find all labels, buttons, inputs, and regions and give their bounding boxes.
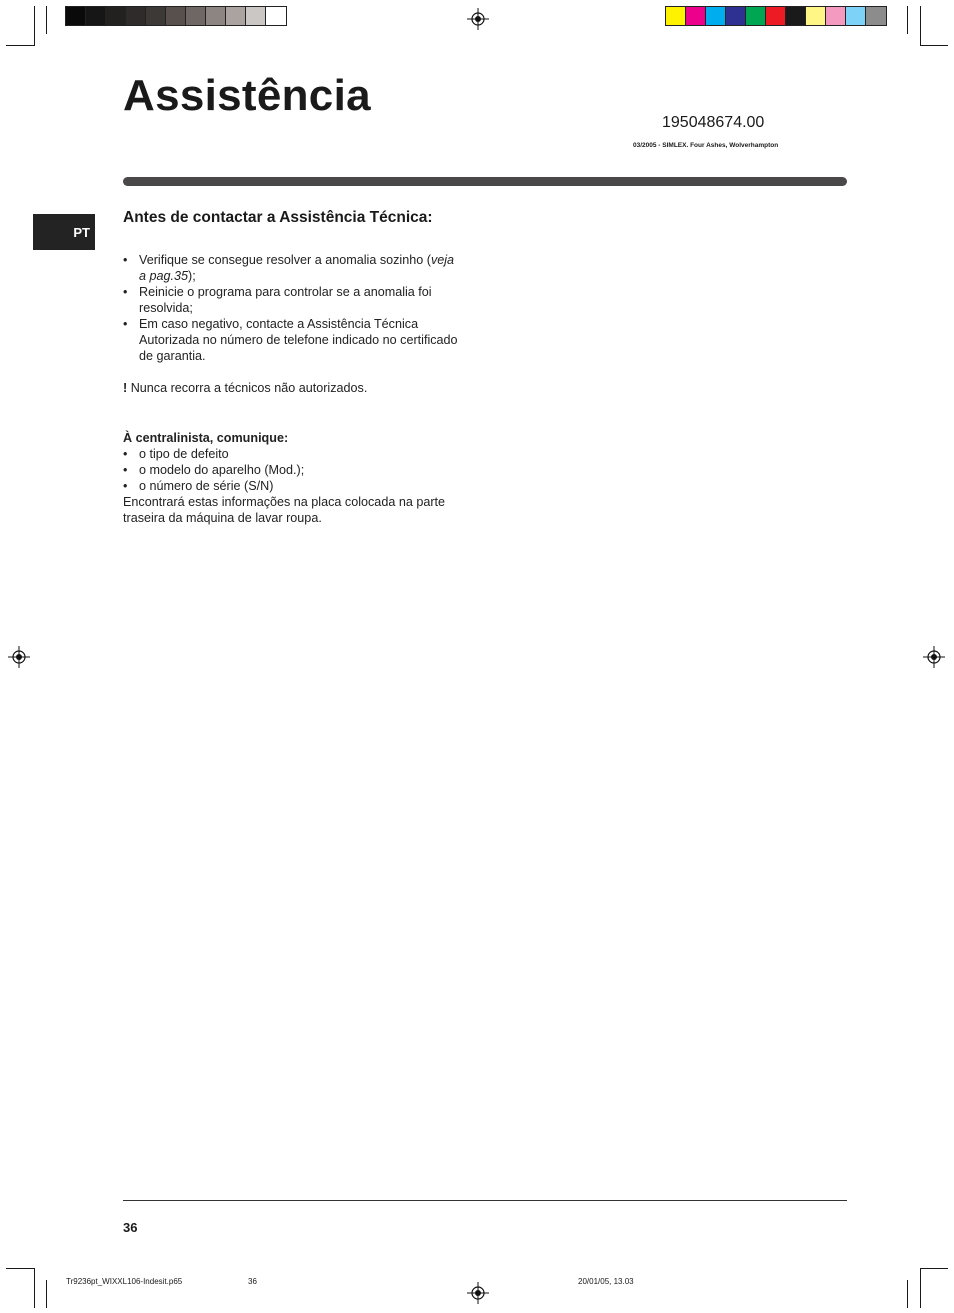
color-swatch	[206, 7, 226, 25]
registration-mark-icon	[923, 646, 945, 668]
color-swatch	[86, 7, 106, 25]
registration-mark-icon	[467, 1282, 489, 1304]
crop-mark	[34, 1268, 35, 1308]
registration-mark-icon	[467, 8, 489, 30]
color-swatch	[106, 7, 126, 25]
crop-mark	[6, 45, 34, 46]
list-item: • o modelo do aparelho (Mod.);	[123, 462, 463, 478]
warning-note: ! Nunca recorra a técnicos não autorizados.	[123, 381, 368, 395]
color-swatch	[806, 7, 826, 25]
info-list	[123, 446, 463, 494]
color-swatch	[186, 7, 206, 25]
footer-page: 36	[248, 1277, 257, 1286]
section-heading: Antes de contactar a Assistência Técnica:	[123, 209, 433, 226]
color-swatch	[66, 7, 86, 25]
color-swatch	[786, 7, 806, 25]
color-swatch	[166, 7, 186, 25]
gray-swatch-bar	[65, 6, 287, 26]
color-swatch	[666, 7, 686, 25]
color-swatch	[246, 7, 266, 25]
list-item: • Reinicie o programa para controlar se a anomalia foi resolvida;	[123, 284, 463, 316]
crop-mark	[34, 6, 35, 46]
crop-mark	[6, 1268, 34, 1269]
crop-mark	[46, 6, 47, 34]
color-swatch	[146, 7, 166, 25]
color-swatch	[726, 7, 746, 25]
footer-rule	[123, 1200, 847, 1201]
color-swatch	[846, 7, 866, 25]
color-swatch	[226, 7, 246, 25]
header-divider-bar	[123, 177, 847, 186]
page-title: Assistência	[123, 71, 371, 120]
footer-date: 20/01/05, 13.03	[578, 1277, 634, 1286]
footer-filename: Tr9236pt_WIXXL106-Indesit.p65	[66, 1277, 183, 1286]
list-item: • Verifique se consegue resolver a anomalia sozinho (veja a pag.35);	[123, 252, 463, 284]
language-tab: PT	[33, 214, 95, 250]
color-swatch	[266, 7, 286, 25]
crop-mark	[920, 1268, 921, 1308]
list-item: • Em caso negativo, contacte a Assistência Técnica Autorizada no número de telefone indicado no certificado de garantia.	[123, 316, 463, 364]
sub-heading: À centralinista, comunique:	[123, 431, 289, 445]
color-swatch	[706, 7, 726, 25]
closing-note: Encontrará estas informações na placa colocada na parte traseira da máquina de lavar roupa.	[123, 495, 446, 525]
assistance-section	[123, 209, 463, 526]
color-swatch	[866, 7, 886, 25]
crop-mark	[921, 1268, 948, 1269]
list-item: • o tipo de defeito	[123, 446, 463, 462]
list-item: • o número de série (S/N)	[123, 478, 463, 494]
document-code: 195048674.00	[662, 114, 765, 131]
page-reference: veja a pag.35	[139, 253, 455, 283]
steps-list	[123, 252, 463, 364]
crop-mark	[920, 6, 921, 46]
imprint-line: 03/2005 - SIMLEX. Four Ashes, Wolverhampton	[633, 142, 779, 149]
color-swatch	[746, 7, 766, 25]
warning-icon: !	[123, 381, 128, 395]
color-swatch	[826, 7, 846, 25]
registration-mark-icon	[8, 646, 30, 668]
color-swatch	[686, 7, 706, 25]
crop-mark	[921, 45, 948, 46]
color-swatch	[766, 7, 786, 25]
crop-mark	[907, 6, 908, 34]
crop-mark	[907, 1280, 908, 1308]
color-swatch	[126, 7, 146, 25]
crop-mark	[46, 1280, 47, 1308]
color-swatch-bar	[665, 6, 887, 26]
page-number: 36	[123, 1220, 138, 1235]
